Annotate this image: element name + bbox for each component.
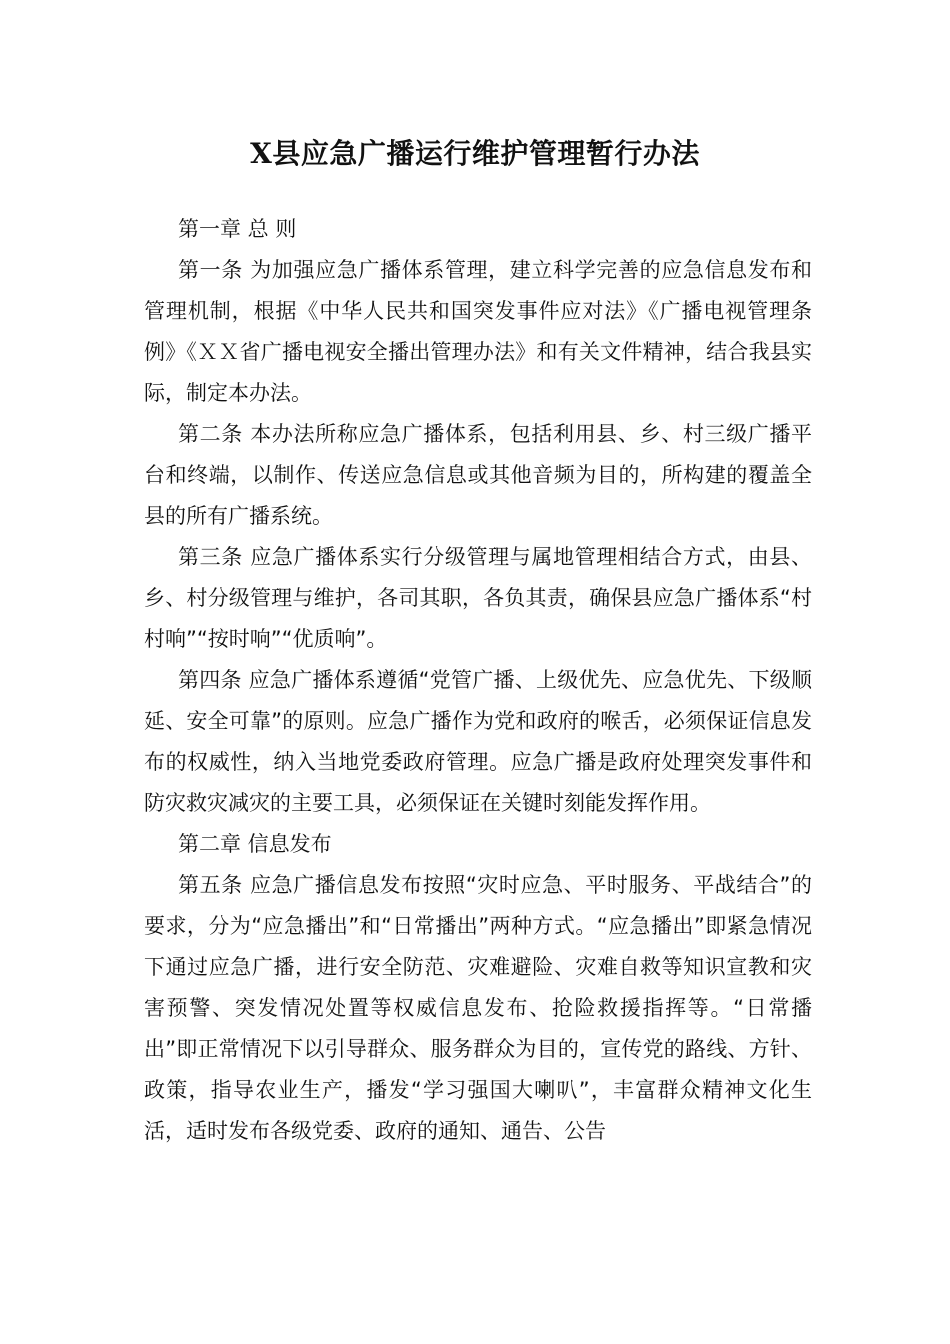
article-paragraph: 第四条 应急广播体系遵循“党管广播、上级优先、应急优先、下级顺延、安全可靠”的原则。应急广播作为党和政府的喉舌，必须保证信息发布的权威性，纳入当地党委政府管理。应急广播是政府处理突发事件和防灾救灾减灾的主要工具，必须保证在关键时刻能发挥作用。 <box>144 668 812 815</box>
article-paragraph: 第一条 为加强应急广播体系管理，建立科学完善的应急信息发布和管理机制，根据《中华人民共和国突发事件应对法》《广播电视管理条例》《ＸＸ省广播电视安全播出管理办法》和有关文件精神，结合我县实际，制定本办法。 <box>144 258 812 405</box>
document-title: X县应急广播运行维护管理暂行办法 <box>250 137 700 170</box>
document-body <box>144 209 812 1152</box>
article-paragraph: 第三条 应急广播体系实行分级管理与属地管理相结合方式，由县、乡、村分级管理与维护，各司其职，各负其责，确保县应急广播体系“村村响”“按时响”“优质响”。 <box>144 545 812 651</box>
chapter-heading: 第二章 信息发布 <box>178 832 332 856</box>
article-paragraph: 第五条 应急广播信息发布按照“灾时应急、平时服务、平战结合”的要求，分为“应急播出”和“日常播出”两种方式。“应急播出”即紧急情况下通过应急广播，进行安全防范、灾难避险、灾难自救等知识宣教和灾害预警、突发情况处置等权威信息发布、抢险救援指挥等。“日常播出”即正常情况下以引导群众、服务群众为目的，宣传党的路线、方针、政策，指导农业生产，播发“学习强国大喇叭”，丰富群众精神文化生活，适时发布各级党委、政府的通知、通告、公告 <box>144 873 812 1143</box>
article-paragraph: 第二条 本办法所称应急广播体系，包括利用县、乡、村三级广播平台和终端，以制作、传送应急信息或其他音频为目的，所构建的覆盖全县的所有广播系统。 <box>144 422 812 528</box>
chapter-heading: 第一章 总 则 <box>178 217 297 241</box>
